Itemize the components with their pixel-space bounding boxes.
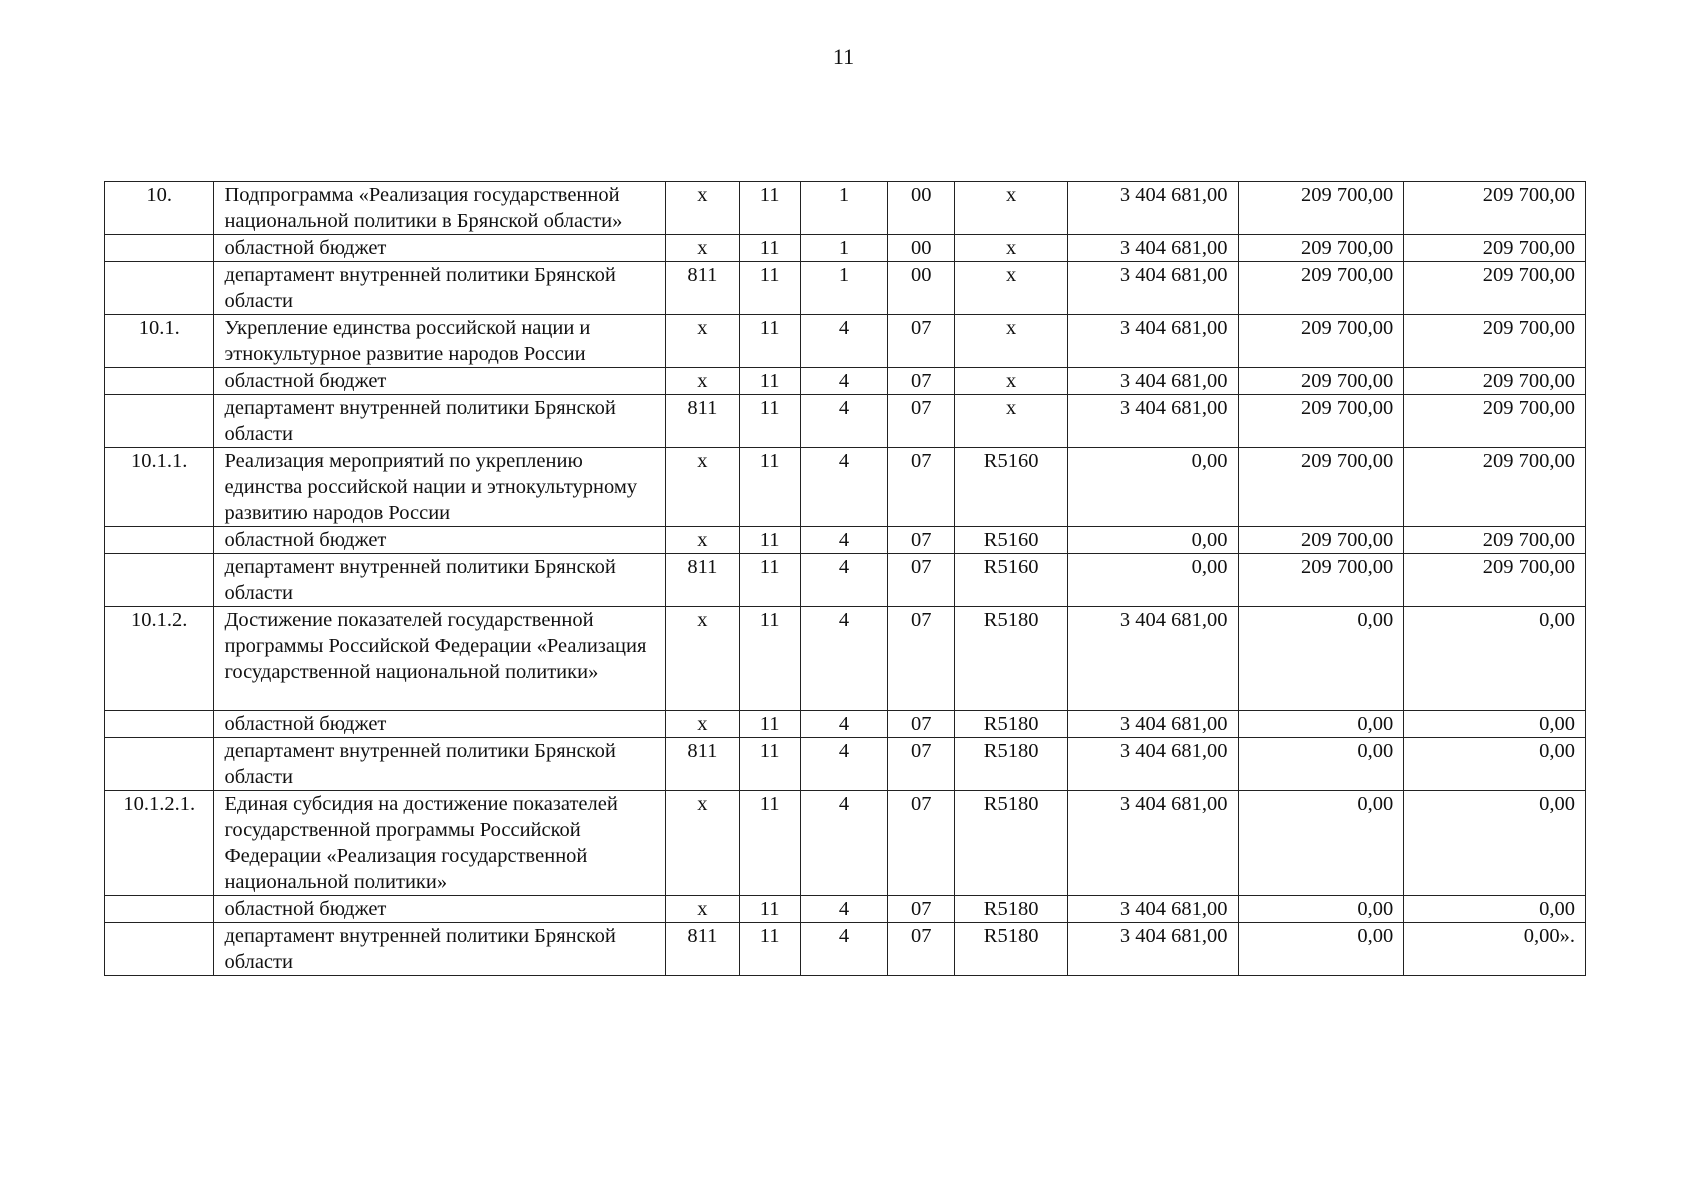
amount-year-3: 0,00	[1404, 791, 1586, 896]
amount-year-2: 209 700,00	[1238, 554, 1404, 607]
subprogram-code: 4	[800, 448, 887, 527]
amount-year-3: 0,00	[1404, 711, 1586, 738]
subprogram-code: 1	[800, 262, 887, 315]
table-row	[105, 791, 1586, 896]
item-name: областной бюджет	[214, 527, 666, 554]
subprogram-code: 4	[800, 368, 887, 395]
grbs-code: х	[666, 711, 739, 738]
main-activity-code: 07	[888, 554, 955, 607]
program-code: 11	[739, 527, 800, 554]
subprogram-code: 4	[800, 711, 887, 738]
main-activity-code: 07	[888, 896, 955, 923]
main-activity-code: 07	[888, 395, 955, 448]
program-code: 11	[739, 554, 800, 607]
row-number	[105, 235, 214, 262]
amount-year-2: 0,00	[1238, 738, 1404, 791]
grbs-code: х	[666, 896, 739, 923]
main-activity-code: 07	[888, 315, 955, 368]
direction-code: х	[955, 395, 1067, 448]
amount-year-1: 3 404 681,00	[1067, 607, 1238, 711]
table-row	[105, 896, 1586, 923]
amount-year-1: 3 404 681,00	[1067, 738, 1238, 791]
table-row	[105, 607, 1586, 711]
direction-code: R5180	[955, 923, 1067, 976]
direction-code: х	[955, 182, 1067, 235]
amount-year-2: 209 700,00	[1238, 315, 1404, 368]
program-code: 11	[739, 262, 800, 315]
item-name: департамент внутренней политики Брянской области	[214, 923, 666, 976]
direction-code: R5180	[955, 711, 1067, 738]
amount-year-2: 209 700,00	[1238, 182, 1404, 235]
amount-year-1: 3 404 681,00	[1067, 262, 1238, 315]
subprogram-code: 4	[800, 395, 887, 448]
program-code: 11	[739, 448, 800, 527]
amount-year-2: 0,00	[1238, 791, 1404, 896]
program-code: 11	[739, 607, 800, 711]
direction-code: х	[955, 315, 1067, 368]
amount-year-1: 3 404 681,00	[1067, 235, 1238, 262]
table-body	[105, 182, 1586, 976]
amount-year-3: 0,00	[1404, 738, 1586, 791]
direction-code: R5180	[955, 738, 1067, 791]
amount-year-3: 209 700,00	[1404, 235, 1586, 262]
table-row	[105, 262, 1586, 315]
row-number	[105, 896, 214, 923]
main-activity-code: 07	[888, 738, 955, 791]
table-row	[105, 315, 1586, 368]
row-number	[105, 395, 214, 448]
amount-year-3: 0,00	[1404, 607, 1586, 711]
row-number	[105, 368, 214, 395]
amount-year-2: 209 700,00	[1238, 527, 1404, 554]
program-code: 11	[739, 395, 800, 448]
table-row	[105, 235, 1586, 262]
item-name: департамент внутренней политики Брянской области	[214, 554, 666, 607]
amount-year-2: 209 700,00	[1238, 262, 1404, 315]
direction-code: R5160	[955, 448, 1067, 527]
item-name: департамент внутренней политики Брянской области	[214, 738, 666, 791]
amount-year-3: 0,00».	[1404, 923, 1586, 976]
subprogram-code: 4	[800, 527, 887, 554]
amount-year-3: 209 700,00	[1404, 554, 1586, 607]
direction-code: R5160	[955, 527, 1067, 554]
amount-year-2: 0,00	[1238, 607, 1404, 711]
item-name: Подпрограмма «Реализация государственной национальной политики в Брянской области»	[214, 182, 666, 235]
amount-year-1: 3 404 681,00	[1067, 711, 1238, 738]
row-number	[105, 923, 214, 976]
amount-year-2: 209 700,00	[1238, 448, 1404, 527]
amount-year-2: 209 700,00	[1238, 235, 1404, 262]
amount-year-2: 0,00	[1238, 711, 1404, 738]
grbs-code: 811	[666, 554, 739, 607]
amount-year-2: 209 700,00	[1238, 368, 1404, 395]
grbs-code: х	[666, 235, 739, 262]
row-number: 10.1.2.	[105, 607, 214, 711]
program-code: 11	[739, 315, 800, 368]
table-row	[105, 182, 1586, 235]
amount-year-1: 3 404 681,00	[1067, 923, 1238, 976]
main-activity-code: 00	[888, 182, 955, 235]
amount-year-1: 3 404 681,00	[1067, 368, 1238, 395]
program-code: 11	[739, 711, 800, 738]
amount-year-3: 209 700,00	[1404, 527, 1586, 554]
subprogram-code: 4	[800, 554, 887, 607]
grbs-code: 811	[666, 738, 739, 791]
program-code: 11	[739, 738, 800, 791]
main-activity-code: 07	[888, 527, 955, 554]
subprogram-code: 4	[800, 923, 887, 976]
page-number: 11	[832, 44, 855, 69]
row-number: 10.1.1.	[105, 448, 214, 527]
row-number: 10.1.2.1.	[105, 791, 214, 896]
grbs-code: 811	[666, 923, 739, 976]
amount-year-1: 3 404 681,00	[1067, 791, 1238, 896]
item-name: областной бюджет	[214, 235, 666, 262]
item-name: департамент внутренней политики Брянской области	[214, 395, 666, 448]
amount-year-1: 0,00	[1067, 554, 1238, 607]
item-name: Достижение показателей государственной программы Российской Федерации «Реализация государственной национальной политики»	[214, 607, 666, 711]
row-number	[105, 711, 214, 738]
row-number	[105, 554, 214, 607]
subprogram-code: 4	[800, 315, 887, 368]
amount-year-1: 3 404 681,00	[1067, 395, 1238, 448]
table-row	[105, 368, 1586, 395]
amount-year-1: 3 404 681,00	[1067, 896, 1238, 923]
amount-year-3: 209 700,00	[1404, 395, 1586, 448]
direction-code: х	[955, 368, 1067, 395]
grbs-code: х	[666, 368, 739, 395]
program-code: 11	[739, 235, 800, 262]
amount-year-3: 209 700,00	[1404, 182, 1586, 235]
table-row	[105, 923, 1586, 976]
subprogram-code: 4	[800, 896, 887, 923]
table-row	[105, 711, 1586, 738]
amount-year-2: 0,00	[1238, 896, 1404, 923]
grbs-code: х	[666, 607, 739, 711]
main-activity-code: 07	[888, 448, 955, 527]
subprogram-code: 4	[800, 791, 887, 896]
program-code: 11	[739, 923, 800, 976]
amount-year-2: 0,00	[1238, 923, 1404, 976]
subprogram-code: 4	[800, 607, 887, 711]
grbs-code: 811	[666, 395, 739, 448]
table-row	[105, 738, 1586, 791]
program-code: 11	[739, 368, 800, 395]
amount-year-3: 209 700,00	[1404, 448, 1586, 527]
main-activity-code: 07	[888, 791, 955, 896]
amount-year-2: 209 700,00	[1238, 395, 1404, 448]
amount-year-1: 0,00	[1067, 448, 1238, 527]
subprogram-code: 1	[800, 182, 887, 235]
direction-code: R5180	[955, 896, 1067, 923]
item-name: областной бюджет	[214, 368, 666, 395]
subprogram-code: 1	[800, 235, 887, 262]
direction-code: х	[955, 235, 1067, 262]
item-name: Укрепление единства российской нации и этнокультурное развитие народов России	[214, 315, 666, 368]
main-activity-code: 07	[888, 711, 955, 738]
item-name: областной бюджет	[214, 711, 666, 738]
subprogram-code: 4	[800, 738, 887, 791]
amount-year-3: 0,00	[1404, 896, 1586, 923]
row-number	[105, 262, 214, 315]
direction-code: R5180	[955, 607, 1067, 711]
amount-year-3: 209 700,00	[1404, 368, 1586, 395]
main-activity-code: 07	[888, 368, 955, 395]
grbs-code: х	[666, 448, 739, 527]
direction-code: х	[955, 262, 1067, 315]
grbs-code: х	[666, 791, 739, 896]
budget-table	[104, 181, 1586, 976]
amount-year-1: 3 404 681,00	[1067, 182, 1238, 235]
table-row	[105, 554, 1586, 607]
item-name: департамент внутренней политики Брянской области	[214, 262, 666, 315]
amount-year-1: 3 404 681,00	[1067, 315, 1238, 368]
row-number: 10.1.	[105, 315, 214, 368]
item-name: Единая субсидия на достижение показателей государственной программы Российской Федерации «Реализация государственной национальной политики»	[214, 791, 666, 896]
direction-code: R5180	[955, 791, 1067, 896]
row-number	[105, 527, 214, 554]
program-code: 11	[739, 896, 800, 923]
direction-code: R5160	[955, 554, 1067, 607]
amount-year-3: 209 700,00	[1404, 315, 1586, 368]
main-activity-code: 00	[888, 262, 955, 315]
grbs-code: 811	[666, 262, 739, 315]
grbs-code: х	[666, 315, 739, 368]
amount-year-3: 209 700,00	[1404, 262, 1586, 315]
item-name: областной бюджет	[214, 896, 666, 923]
program-code: 11	[739, 791, 800, 896]
program-code: 11	[739, 182, 800, 235]
item-name: Реализация мероприятий по укреплению единства российской нации и этнокультурному развитию народов России	[214, 448, 666, 527]
main-activity-code: 07	[888, 607, 955, 711]
row-number: 10.	[105, 182, 214, 235]
table-row	[105, 527, 1586, 554]
table-row	[105, 395, 1586, 448]
grbs-code: х	[666, 527, 739, 554]
amount-year-1: 0,00	[1067, 527, 1238, 554]
table-row	[105, 448, 1586, 527]
grbs-code: х	[666, 182, 739, 235]
row-number	[105, 738, 214, 791]
main-activity-code: 00	[888, 235, 955, 262]
main-activity-code: 07	[888, 923, 955, 976]
